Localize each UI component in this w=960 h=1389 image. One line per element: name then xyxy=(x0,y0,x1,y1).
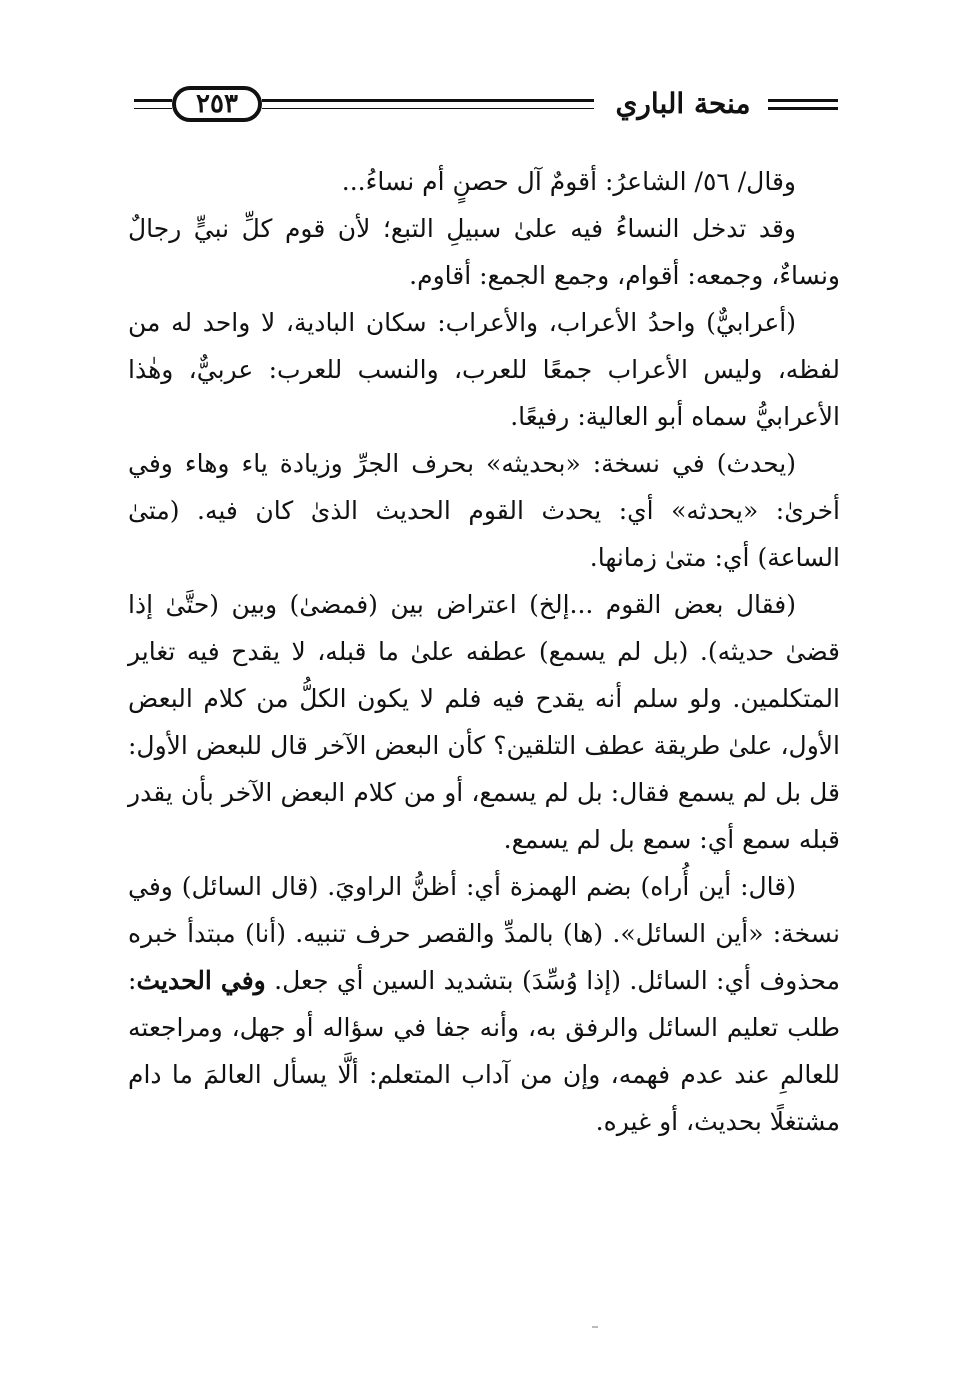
header-rule-left-top xyxy=(134,99,172,102)
bold-phrase: وفي الحديث xyxy=(136,966,266,995)
page-body xyxy=(128,158,840,1145)
paragraph-text-before: (قال: أين أُراه) بضم الهمزة أي: أظنُّ الراويَ. (قال السائل) وفي نسخة: «أين السائل». (ها) بالمدِّ والقصر حرف تنبيه. (أنا) مبتدأ خبره محذوف أي: السائل. (إذا وُسِّدَ) بتشديد السين أي جعل. xyxy=(128,872,840,995)
paragraph-verse: وقال/ ٥٦/ الشاعرُ: أقومٌ آل حصنٍ أم نساءُ... xyxy=(341,167,796,196)
paragraph-qawm: وقد تدخل النساءُ فيه علىٰ سبيلِ التبع؛ لأن قوم كلِّ نبيٍّ رجالٌ ونساءٌ، وجمعه: أقوام، وجمع الجمع: أقاوم. xyxy=(128,214,840,290)
paragraph-arabi: (أعرابيٌّ) واحدُ الأعراب، والأعراب: سكان البادية، لا واحد له من لفظه، وليس الأعراب جمعًا للعرب، والنسب للعرب: عربيٌّ، وهٰذا الأعرابيُّ سماه أبو العالية: رفيعًا. xyxy=(128,308,840,431)
paragraph-qala-ayna xyxy=(128,863,840,1145)
running-title: منحة الباري xyxy=(615,87,751,120)
page-header xyxy=(128,80,840,130)
paragraph-qala-bad: (فقال بعض القوم ...إلخ) اعتراض بين (فمضىٰ) وبين (حتَّىٰ إذا قضىٰ حديثه). (بل لم يسمع) عطفه علىٰ ما قبله، لا يقدح فيه تغاير المتكلمين. ولو سلم أنه يقدح فيه فلم لا يكون الكلُّ من كلام البعض الأول، علىٰ طريقة عطف التلقين؟ كأن البعض الآخر قال للبعض الأول: قل بل لم يسمع فقال: بل لم يسمع، أو من كلام البعض الآخر بأن يقدر قبله سمع أي: سمع بل لم يسمع. xyxy=(128,590,840,854)
header-rule-right-bottom xyxy=(768,107,838,110)
page-number-badge: ٢٥٣ xyxy=(172,86,262,122)
page-mark xyxy=(592,1326,598,1328)
paragraph-text-after: : طلب تعليم السائل والرفق به، وأنه جفا في سؤاله أو جهل، ومراجعته للعالمِ عند عدم فهمه، وإن من آداب المتعلم: ألَّا يسأل العالمَ ما دام مشتغلًا بحديث، أو غيره. xyxy=(128,966,840,1136)
header-rule-middle-top xyxy=(262,99,594,102)
header-rule-left-bottom xyxy=(134,108,172,109)
header-rule-right-top xyxy=(768,99,838,102)
paragraph-yuhaddith: (يحدث) في نسخة: «بحديثه» بحرف الجرِّ وزيادة ياء وهاء وفي أخرىٰ: «يحدثه» أي: يحدث القوم الحديث الذىٰ كان فيه. (متىٰ الساعة) أي: متىٰ زمانها. xyxy=(128,449,840,572)
header-rule-middle-bottom xyxy=(262,108,594,109)
